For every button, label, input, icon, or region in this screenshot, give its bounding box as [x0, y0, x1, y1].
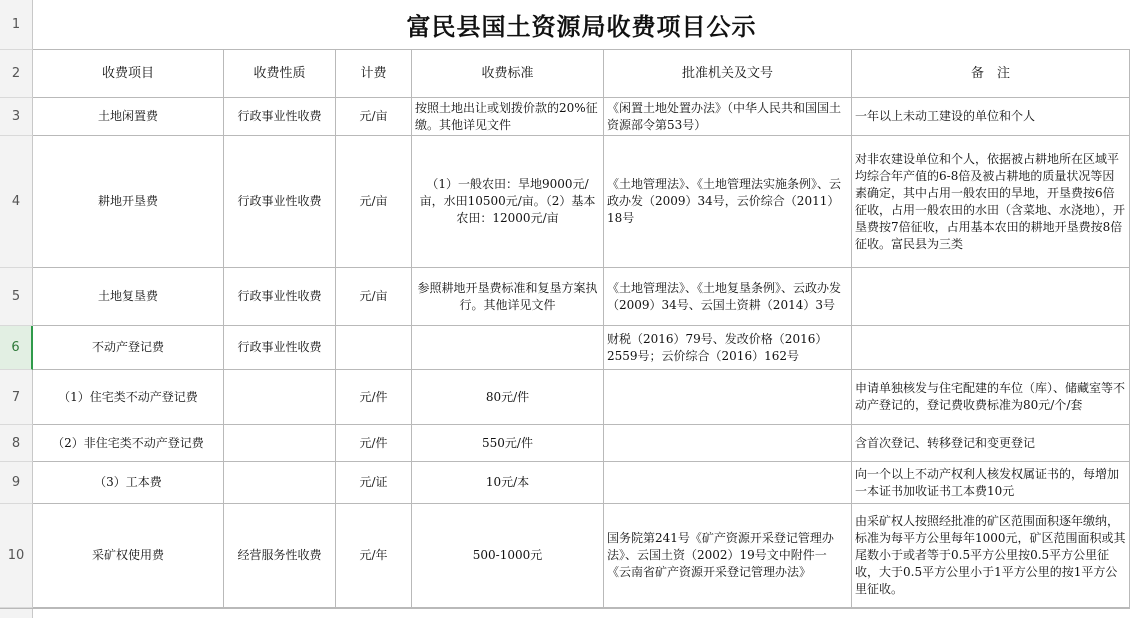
row-header-8[interactable]: 8 [0, 425, 33, 462]
cell-standard[interactable]: 500-1000元 [412, 504, 604, 608]
row-header-6[interactable]: 6 [0, 326, 33, 370]
cell-unit[interactable]: 元/件 [336, 370, 412, 425]
header-approval[interactable]: 批准机关及文号 [604, 50, 852, 98]
cell-approval[interactable]: 《闲置土地处置办法》（中华人民共和国国土资源部令第53号） [604, 98, 852, 136]
cell-unit[interactable]: 元/亩 [336, 98, 412, 136]
row-header-4[interactable]: 4 [0, 136, 33, 268]
cell-item[interactable]: （3）工本费 [33, 462, 224, 504]
cell-remark[interactable]: 含首次登记、转移登记和变更登记 [852, 425, 1130, 462]
cell-remark[interactable]: 由采矿权人按照经批准的矿区范围面积逐年缴纳，标准为每平方公里每年1000元，矿区范围面积或其尾数小于或者等于0.5平方公里按0.5平方公里征收，大于0.5平方公里小于1平方公里的按1平方公里征收。 [852, 504, 1130, 608]
cell-item[interactable]: 不动产登记费 [33, 326, 224, 370]
cell-nature[interactable]: 行政事业性收费 [224, 268, 336, 326]
cell-item[interactable]: 采矿权使用费 [33, 504, 224, 608]
cell-approval[interactable]: 《土地管理法》、《土地管理法实施条例》、云政办发（2009）34号，云价综合（2011）18号 [604, 136, 852, 268]
cell-remark[interactable]: 一年以上未动工建设的单位和个人 [852, 98, 1130, 136]
cell-standard[interactable]: 10元/本 [412, 462, 604, 504]
row-header-3[interactable]: 3 [0, 98, 33, 136]
cell-unit[interactable]: 元/件 [336, 425, 412, 462]
cell-item[interactable]: 土地复垦费 [33, 268, 224, 326]
cell-unit[interactable]: 元/亩 [336, 268, 412, 326]
sheet-title[interactable]: 富民县国土资源局收费项目公示 [33, 0, 1130, 50]
cell-remark[interactable]: 对非农建设单位和个人，依据被占耕地所在区域平均综合年产值的6-8倍及被占耕地的质量状况等因素确定，其中占用一般农田的旱地，开垦费按6倍征收，占用一般农田的水田（含菜地、水浇地），开垦费按7倍征收，占用基本农田的耕地开垦费按8倍征收。富民县为三类 [852, 136, 1130, 268]
cell-remark[interactable] [852, 326, 1130, 370]
cell-standard[interactable] [412, 326, 604, 370]
cell-nature[interactable]: 行政事业性收费 [224, 98, 336, 136]
cell-unit[interactable]: 元/年 [336, 504, 412, 608]
header-item[interactable]: 收费项目 [33, 50, 224, 98]
cell-unit[interactable]: 元/证 [336, 462, 412, 504]
cell-remark[interactable] [852, 268, 1130, 326]
cell-unit[interactable]: 元/亩 [336, 136, 412, 268]
header-nature[interactable]: 收费性质 [224, 50, 336, 98]
cell-remark[interactable]: 申请单独核发与住宅配建的车位（库）、储藏室等不动产登记的，登记费收费标准为80元/个/套 [852, 370, 1130, 425]
cell-standard[interactable]: 80元/件 [412, 370, 604, 425]
row-header-7[interactable]: 7 [0, 370, 33, 425]
header-unit[interactable]: 计费 [336, 50, 412, 98]
cell-item[interactable]: 耕地开垦费 [33, 136, 224, 268]
header-remark[interactable]: 备 注 [852, 50, 1130, 98]
cell-item[interactable]: 土地闲置费 [33, 98, 224, 136]
cell-nature[interactable] [224, 462, 336, 504]
cell-nature[interactable]: 行政事业性收费 [224, 136, 336, 268]
cell-standard[interactable]: 550元/件 [412, 425, 604, 462]
cell-nature[interactable]: 行政事业性收费 [224, 326, 336, 370]
cell-standard[interactable]: （1）一般农田：旱地9000元/亩，水田10500元/亩。（2）基本农田：12000元/亩 [412, 136, 604, 268]
row-header-5[interactable]: 5 [0, 268, 33, 326]
cell-remark[interactable]: 向一个以上不动产权利人核发权属证书的，每增加一本证书加收证书工本费10元 [852, 462, 1130, 504]
row-header-2[interactable]: 2 [0, 50, 33, 98]
cell-approval[interactable] [604, 370, 852, 425]
row-header-9[interactable]: 9 [0, 462, 33, 504]
cell-nature[interactable] [224, 425, 336, 462]
cell-approval[interactable] [604, 425, 852, 462]
cell-nature[interactable] [224, 370, 336, 425]
row-header-10[interactable]: 10 [0, 504, 33, 608]
cell-unit[interactable] [336, 326, 412, 370]
cell-standard[interactable]: 参照耕地开垦费标准和复垦方案执行。其他详见文件 [412, 268, 604, 326]
cell-approval[interactable] [604, 462, 852, 504]
row-header-1[interactable]: 1 [0, 0, 33, 50]
cell-approval[interactable]: 财税（2016）79号、发改价格（2016）2559号；云价综合（2016）162号 [604, 326, 852, 370]
cell-approval[interactable]: 《土地管理法》、《土地复垦条例》、云政办发（2009）34号、云国土资耕（2014）3号 [604, 268, 852, 326]
cell-standard[interactable]: 按照土地出让或划拨价款的20%征缴。其他详见文件 [412, 98, 604, 136]
cell-approval[interactable]: 国务院第241号《矿产资源开采登记管理办法》、云国土资（2002）19号文中附件一《云南省矿产资源开采登记管理办法》 [604, 504, 852, 608]
header-standard[interactable]: 收费标准 [412, 50, 604, 98]
cell-item[interactable]: （1）住宅类不动产登记费 [33, 370, 224, 425]
cell-nature[interactable]: 经营服务性收费 [224, 504, 336, 608]
cell-item[interactable]: （2）非住宅类不动产登记费 [33, 425, 224, 462]
next-empty-row[interactable] [0, 608, 1130, 617]
